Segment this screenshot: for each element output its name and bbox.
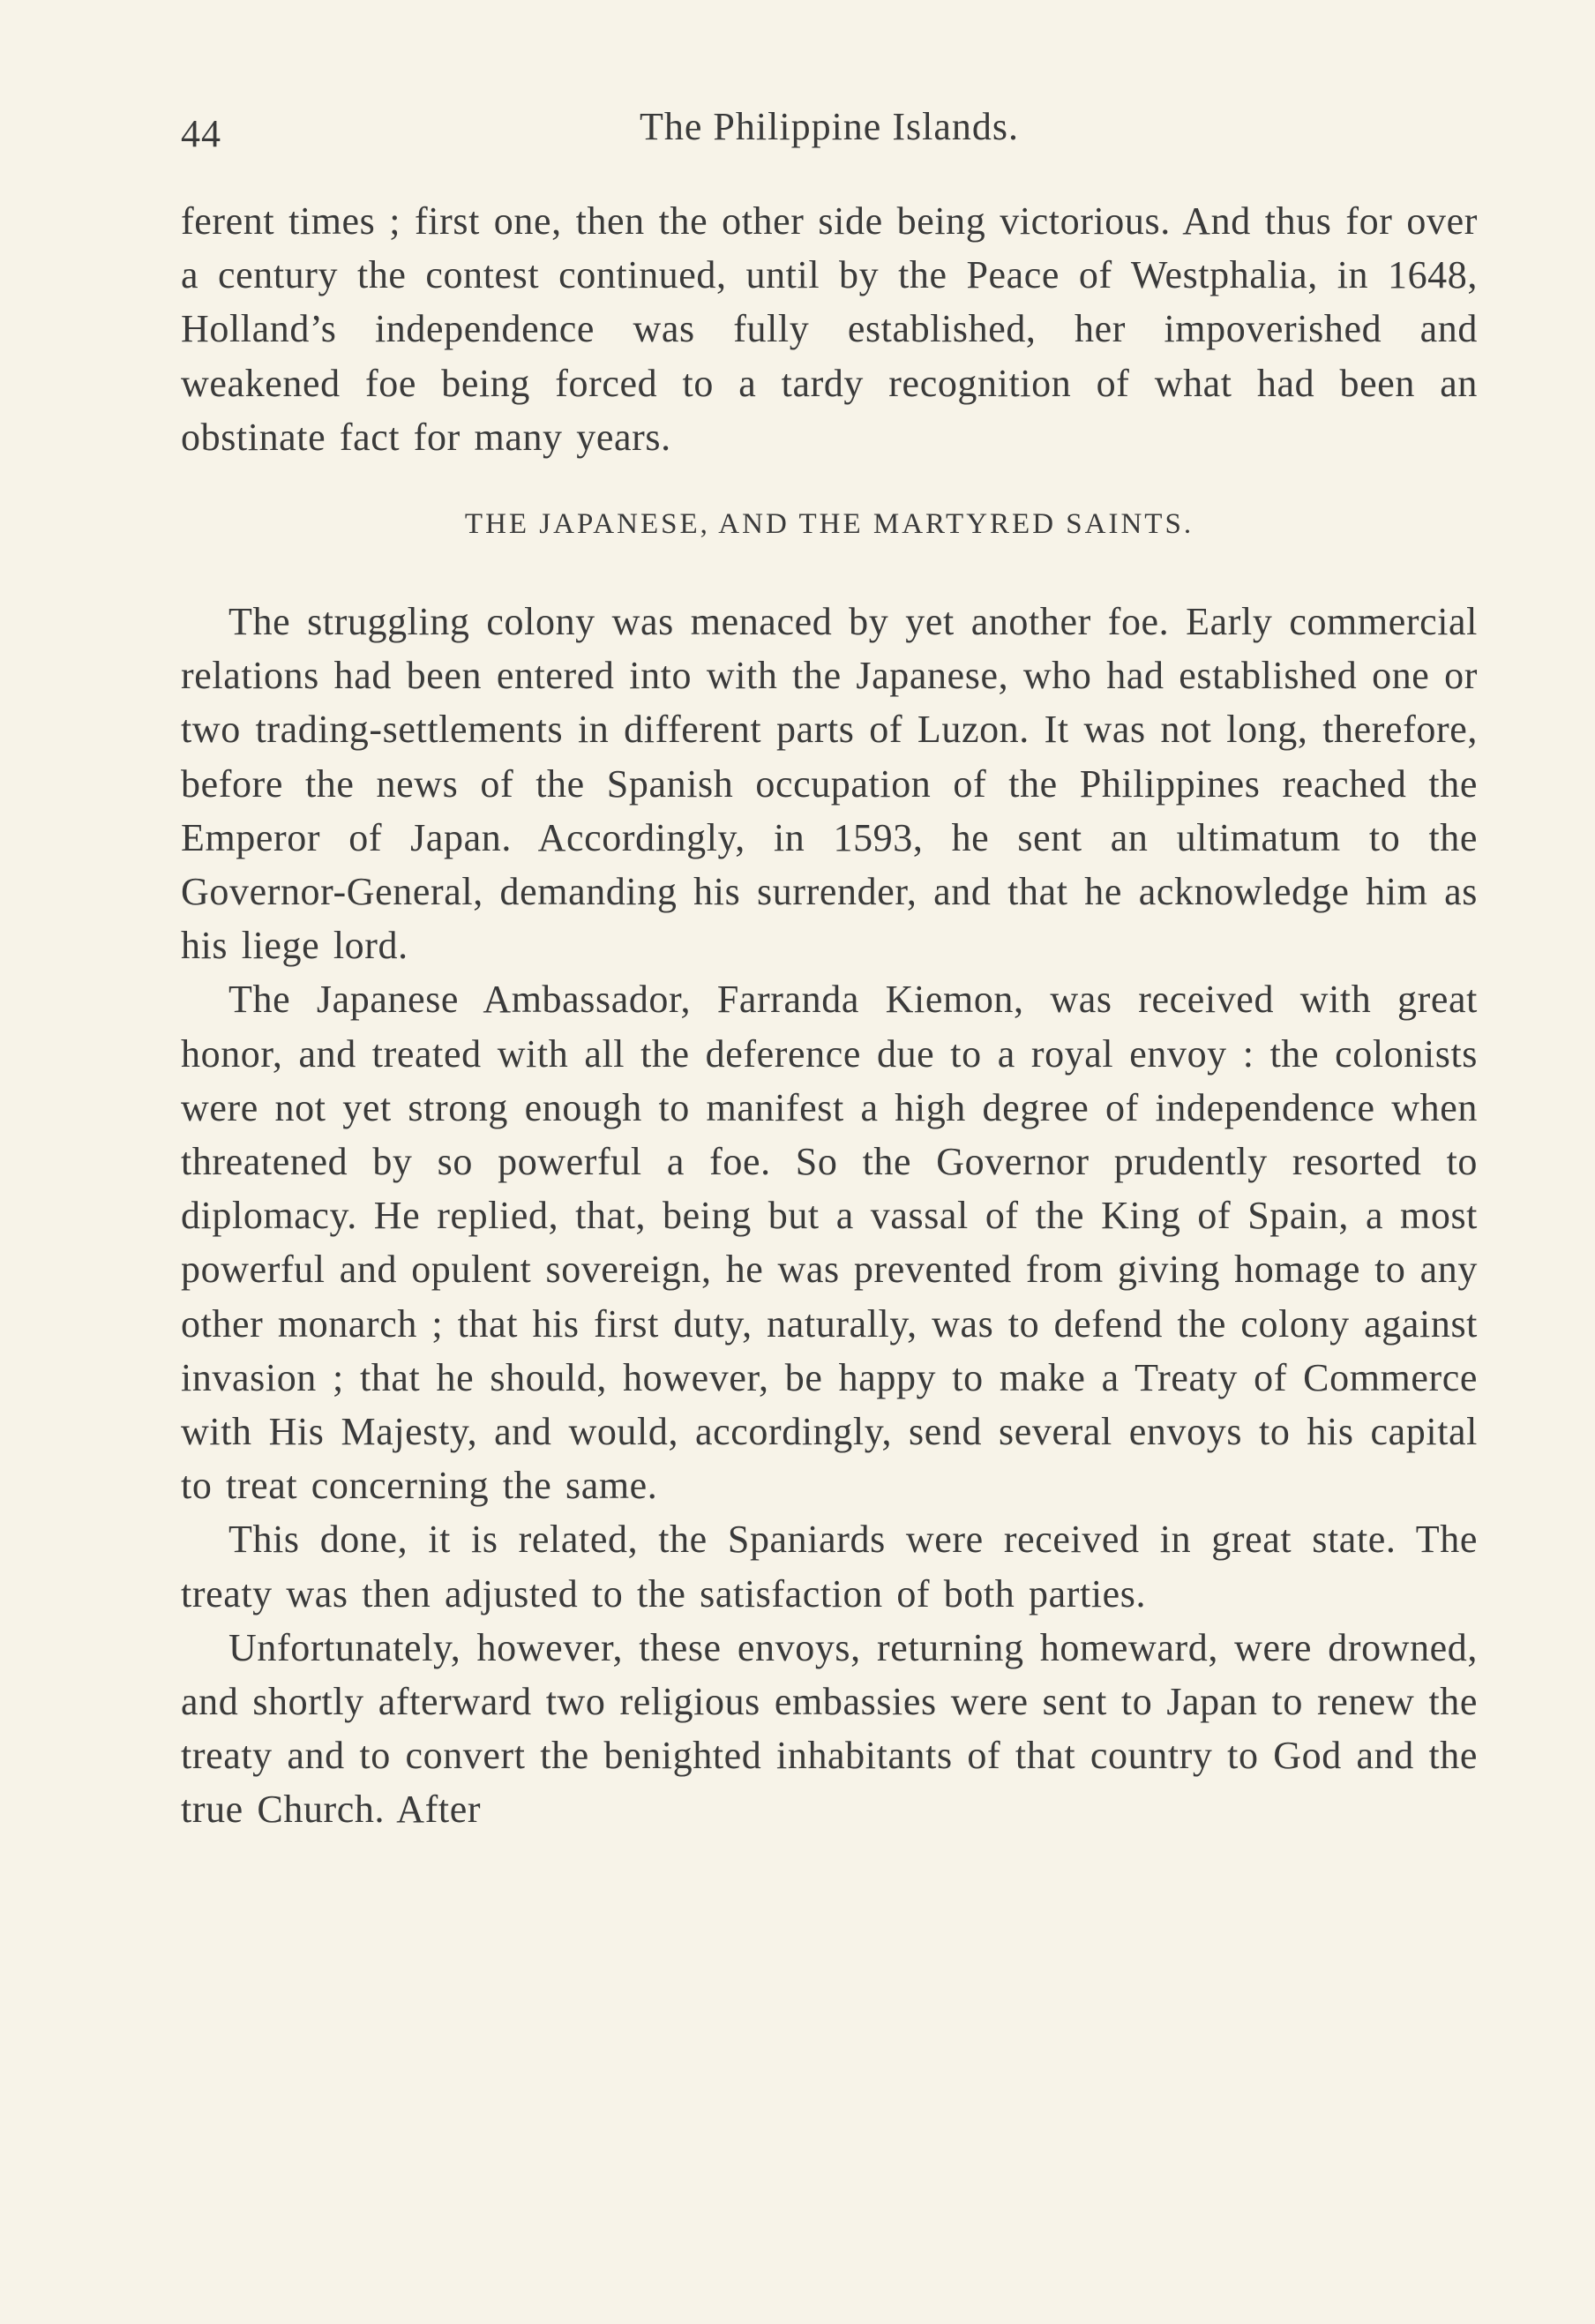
running-head (181, 104, 1478, 157)
section-heading: THE JAPANESE, AND THE MARTYRED SAINTS. (464, 508, 1194, 541)
body-text (181, 194, 1478, 1837)
running-title: The Philippine Islands. (640, 105, 1019, 148)
paragraph: This done, it is related, the Spaniards were received in great state. The treaty was then adjusted to the satisfaction of both parties. (181, 1518, 1478, 1616)
paragraph: The struggling colony was menaced by yet another foe. Early commercial relations had been entered into with the Japanese, who had established one or two trading-settlements in different parts of Luzon. It was not long, therefore, before the news of the Spanish occupation of the Philippines reached the Emperor of Japan. Accordingly, in 1593, he sent an ultimatum to the Governor-General, demanding his surrender, and that he acknowledge him as his liege lord. (181, 600, 1478, 968)
opening-paragraph: ferent times ; first one, then the other side being victorious. And thus for over a century the contest continued, until by the Peace of Westphalia, in 1648, Holland’s independence was fully established, her impoverished and weakened foe being forced to a tardy recognition of what had been an obstinate fact for many years. (181, 199, 1478, 459)
paragraph: Unfortunately, however, these envoys, returning homeward, were drowned, and shortly afterward two religious embassies were sent to Japan to renew the treaty and to convert the benighted inhabitants of that country to God and the true Church. After (181, 1625, 1478, 1832)
paragraph: The Japanese Ambassador, Farranda Kiemon, was received with great honor, and treated with all the deference due to a royal envoy : the colonists were not yet strong enough to manifest a high degree of independence when threatened by so powerful a foe. So the Governor prudently resorted to diplomacy. He replied, that, being but a vassal of the King of Spain, a most powerful and opulent sovereign, he was prevented from giving homage to any other monarch ; that his first duty, naturally, was to defend the colony against invasion ; that he should, however, be happy to make a Treaty of Commerce with His Majesty, and would, accordingly, send several envoys to his capital to treat concerning the same. (181, 978, 1478, 1508)
page-number: 44 (181, 112, 221, 155)
